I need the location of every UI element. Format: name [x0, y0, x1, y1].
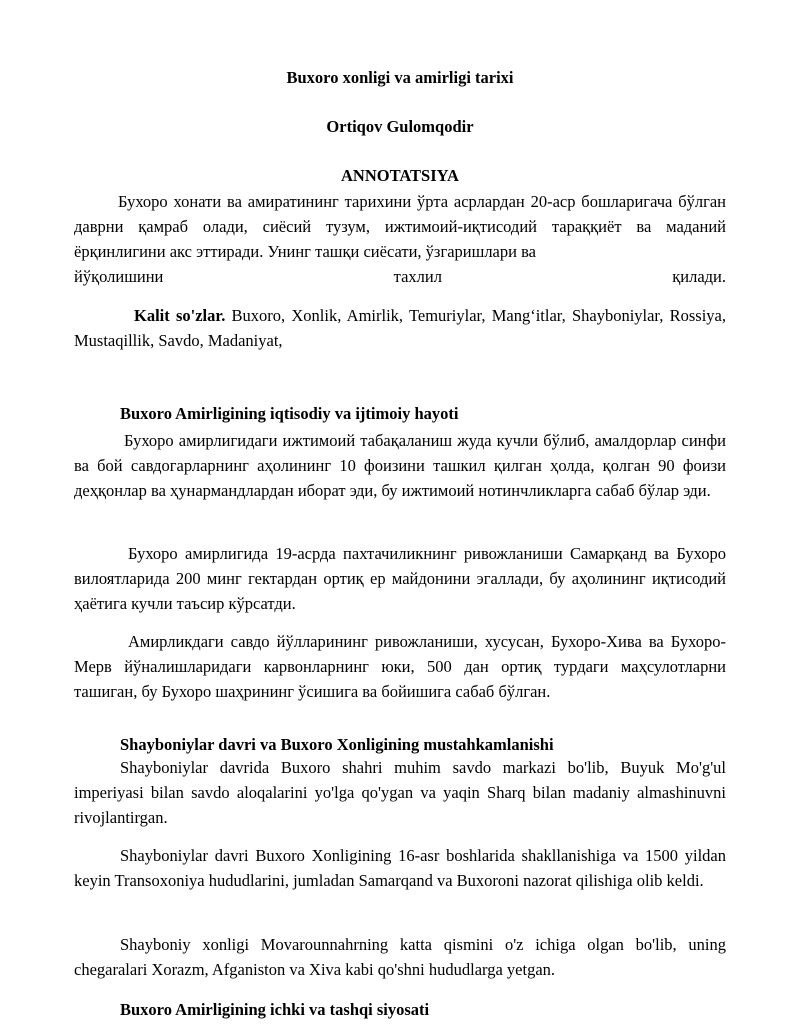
document-title: Buxoro xonligi va amirligi tarixi: [286, 68, 514, 87]
keywords-paragraph: [74, 303, 726, 353]
section-heading-economy: Buxoro Amirligining iqtisodiy va ijtimoiy hayoti: [120, 404, 459, 423]
annotation-paragraph: [74, 189, 726, 289]
annotation-text-2: йўқолишини тахлил қилади.: [74, 267, 726, 286]
section-heading-policy: Buxoro Amirligining ichki va tashqi siyosati: [120, 1000, 430, 1019]
keywords-label: Kalit so'zlar.: [134, 306, 226, 325]
section1-paragraph-1: Бухоро амирлигидаги ижтимоий табақаланиш жуда кучли бўлиб, амалдорлар синфи ва бой савдогарларнинг аҳолининг 10 фоизини ташкил қилган ҳолда, қолган 90 фоизи деҳқонлар ва ҳунармандлардан иборат эди, бу ижтимоий нотинчликларга сабаб бўлар эди.: [74, 431, 726, 500]
section2-paragraph-2: Shayboniylar davri Buxoro Xonligining 16-asr boshlarida shakllanishiga va 1500 yildan keyin Transoxoniya hududlarini, jumladan Samarqand va Buxoroni nazorat qilishiga olib keldi.: [74, 846, 726, 890]
section1-paragraph-2: Бухоро амирлигида 19-асрда пахтачиликнинг ривожланиши Самарқанд ва Бухоро вилоятларида 200 минг гектардан ортиқ ер майдонини эгаллади, бу аҳолининг иқтисодий ҳаётига кучли таъсир кўрсатди.: [74, 544, 726, 613]
annotation-heading: ANNOTATSIYA: [341, 166, 459, 185]
document-author: Ortiqov Gulomqodir: [326, 117, 474, 136]
section-heading-shayboniylar: Shayboniylar davri va Buxoro Xonligining mustahkamlanishi: [120, 735, 554, 754]
keywords-text: Buxoro, Xonlik, Amirlik, Temuriylar, Mang‘itlar, Shayboniylar, Rossiya, Mustaqillik, Savdo, Madaniyat,: [74, 306, 726, 350]
section2-paragraph-3: Shayboniy xonligi Movarounnahrning katta qismini o'z ichiga olgan bo'lib, uning chegaralari Xorazm, Afganiston va Xiva kabi qo'shni hududlarga yetgan.: [74, 935, 726, 979]
annotation-text-1: Бухоро хонати ва амиратининг тарихини ўрта асрлардан 20-аср бошларигача бўлган даврни қамраб олади, сиёсий тузум, ижтимоий-иқтисодий тараққиёт ва маданий ёрқинлигини акс эттиради. Унинг ташқи сиёсати, ўзгаришлари ва: [74, 192, 726, 261]
section1-paragraph-3: Амирликдаги савдо йўлларининг ривожланиши, хусусан, Бухоро-Хива ва Бухоро-Мерв йўналишларидаги карвонларнинг юки, 500 дан ортиқ турдаги маҳсулотларни ташиган, бу Бухоро шаҳрининг ўсишига ва бойишига сабаб бўлган.: [74, 632, 726, 701]
section2-paragraph-1: Shayboniylar davrida Buxoro shahri muhim savdo markazi bo'lib, Buyuk Mo'g'ul imperiyasi bilan savdo aloqalarini yo'lga qo'ygan va yaqin Sharq bilan madaniy almashinuvni rivojlantirgan.: [74, 758, 726, 827]
